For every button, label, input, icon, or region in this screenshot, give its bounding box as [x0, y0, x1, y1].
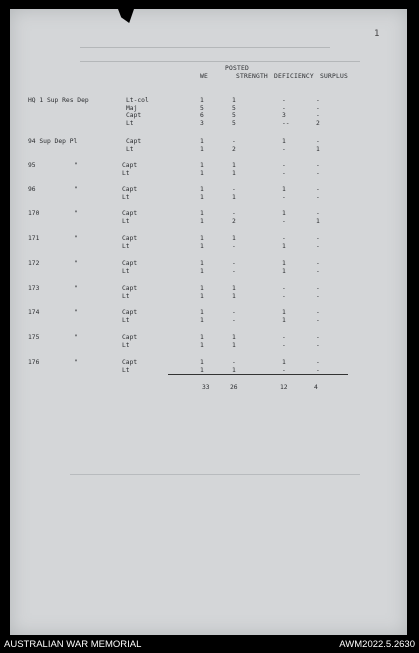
unit-name: 175 — [28, 334, 40, 341]
rank-cell: Capt — [122, 186, 138, 193]
we-cell: 1 — [200, 186, 204, 193]
rank-cell: Lt — [122, 316, 130, 324]
surplus-cell: - — [316, 242, 320, 250]
faded-bottom-line — [70, 474, 360, 475]
document-page — [10, 9, 407, 635]
strength-cell: - — [232, 242, 236, 250]
we-cell: 1 — [200, 366, 204, 374]
surplus-cell: - — [316, 235, 320, 242]
rank-cell: Lt — [122, 169, 130, 177]
we-cell: 1 — [200, 193, 204, 201]
strength-cell: 1 — [232, 285, 236, 292]
deficiency-cell: 1 — [282, 138, 286, 145]
rank-cell: Lt — [126, 119, 134, 127]
we-cell: 1 — [200, 210, 204, 217]
ditto-mark: " — [74, 186, 78, 193]
deficiency-cell: - — [282, 193, 286, 201]
strength-cell: 2 — [232, 217, 236, 225]
surplus-cell: - — [316, 193, 320, 201]
surplus-cell: - — [316, 138, 320, 145]
strength-cell: 1 — [232, 366, 236, 374]
rank-cell: Capt — [122, 260, 138, 267]
unit-name: 94 Sup Dep Pl — [28, 138, 78, 145]
unit-name: HQ 1 Sup Res Dep — [28, 97, 89, 104]
we-cell: 1 — [200, 267, 204, 275]
unit-name: 174 — [28, 309, 40, 316]
we-cell: 1 — [200, 285, 204, 292]
we-cell: 1 — [200, 97, 204, 104]
strength-cell: 5 — [232, 112, 236, 119]
deficiency-cell: 3 — [282, 112, 286, 119]
rank-cell: Capt — [122, 210, 138, 217]
rank-cell: Lt-col — [126, 97, 149, 104]
deficiency-cell: 1 — [282, 309, 286, 316]
rank-cell: Lt — [122, 267, 130, 275]
total-strength: 26 — [230, 384, 238, 391]
we-cell: 1 — [200, 341, 204, 349]
posted-header: POSTED — [225, 65, 249, 72]
we-header: WE — [200, 73, 208, 80]
surplus-cell: - — [316, 210, 320, 217]
deficiency-cell: - — [282, 235, 286, 242]
strength-cell: 1 — [232, 292, 236, 300]
rank-cell: Capt — [122, 285, 138, 292]
deficiency-cell: 1 — [282, 359, 286, 366]
rank-cell: Lt — [122, 242, 130, 250]
deficiency-cell: - — [282, 285, 286, 292]
we-cell: 1 — [200, 359, 204, 366]
deficiency-cell: - — [282, 334, 286, 341]
deficiency-cell: 1 — [282, 267, 286, 275]
we-cell: 1 — [200, 260, 204, 267]
surplus-cell: - — [316, 285, 320, 292]
rank-cell: Capt — [122, 309, 138, 316]
strength-cell: - — [232, 210, 236, 217]
total-deficiency: 12 — [280, 384, 288, 391]
unit-name: 96 — [28, 186, 36, 193]
surplus-cell: - — [316, 260, 320, 267]
strength-header: STRENGTH — [236, 73, 268, 80]
deficiency-cell: - — [282, 366, 286, 374]
deficiency-cell: 1 — [282, 210, 286, 217]
deficiency-cell: 1 — [282, 316, 286, 324]
deficiency-cell: - — [282, 292, 286, 300]
rank-cell: Lt — [122, 292, 130, 300]
deficiency-header: DEFICIENCY — [274, 73, 314, 80]
deficiency-cell: - — [282, 104, 286, 112]
ditto-mark: " — [74, 235, 78, 242]
we-cell: 1 — [200, 242, 204, 250]
we-cell: 1 — [200, 217, 204, 225]
surplus-cell: - — [316, 341, 320, 349]
deficiency-cell: - — [282, 341, 286, 349]
deficiency-cell: 1 — [282, 260, 286, 267]
we-cell: 1 — [200, 138, 204, 145]
strength-cell: - — [232, 260, 236, 267]
strength-cell: 1 — [232, 193, 236, 201]
rank-cell: Lt — [122, 193, 130, 201]
we-cell: 1 — [200, 334, 204, 341]
footer-right-id: AWM2022.5.2630 — [339, 639, 415, 650]
ditto-mark: " — [74, 210, 78, 217]
surplus-cell: - — [316, 162, 320, 169]
unit-name: 95 — [28, 162, 36, 169]
strength-cell: - — [232, 138, 236, 145]
rank-cell: Capt — [122, 359, 138, 366]
we-cell: 1 — [200, 235, 204, 242]
rank-cell: Lt — [122, 217, 130, 225]
surplus-cell: 2 — [316, 119, 320, 127]
strength-cell: - — [232, 267, 236, 275]
we-cell: 6 — [200, 112, 204, 119]
rank-cell: Maj — [126, 104, 138, 112]
surplus-cell: 1 — [316, 145, 320, 153]
surplus-cell: - — [316, 97, 320, 104]
deficiency-cell: -- — [282, 119, 290, 127]
ditto-mark: " — [74, 162, 78, 169]
strength-cell: - — [232, 359, 236, 366]
rank-cell: Capt — [126, 138, 142, 145]
we-cell: 5 — [200, 104, 204, 112]
surplus-cell: - — [316, 334, 320, 341]
ditto-mark: " — [74, 309, 78, 316]
deficiency-cell: 1 — [282, 242, 286, 250]
total-surplus: 4 — [314, 384, 318, 391]
strength-cell: 1 — [232, 97, 236, 104]
unit-name: 171 — [28, 235, 40, 242]
ditto-mark: " — [74, 260, 78, 267]
surplus-cell: - — [316, 359, 320, 366]
rank-cell: Capt — [122, 162, 138, 169]
faded-heading-line — [80, 47, 330, 48]
surplus-cell: - — [316, 309, 320, 316]
surplus-cell: - — [316, 112, 320, 119]
rank-cell: Capt — [122, 235, 138, 242]
strength-cell: 1 — [232, 341, 236, 349]
strength-cell: 5 — [232, 119, 236, 127]
we-cell: 1 — [200, 292, 204, 300]
strength-cell: - — [232, 186, 236, 193]
strength-cell: 2 — [232, 145, 236, 153]
unit-name: 173 — [28, 285, 40, 292]
rank-cell: Lt — [126, 145, 134, 153]
footer-left-credit: AUSTRALIAN WAR MEMORIAL — [4, 639, 142, 650]
ditto-mark: " — [74, 359, 78, 366]
strength-cell: 1 — [232, 169, 236, 177]
surplus-cell: 1 — [316, 217, 320, 225]
totals-rule — [168, 374, 348, 375]
we-cell: 1 — [200, 309, 204, 316]
unit-name: 170 — [28, 210, 40, 217]
we-cell: 1 — [200, 162, 204, 169]
surplus-cell: - — [316, 366, 320, 374]
total-we: 33 — [202, 384, 210, 391]
unit-name: 172 — [28, 260, 40, 267]
strength-cell: - — [232, 316, 236, 324]
surplus-cell: - — [316, 292, 320, 300]
rank-cell: Capt — [126, 112, 142, 119]
surplus-cell: - — [316, 186, 320, 193]
torn-corner — [118, 9, 134, 23]
deficiency-cell: - — [282, 217, 286, 225]
surplus-cell: - — [316, 169, 320, 177]
deficiency-cell: 1 — [282, 186, 286, 193]
strength-cell: - — [232, 309, 236, 316]
faded-heading-line — [80, 61, 360, 62]
deficiency-cell: - — [282, 162, 286, 169]
we-cell: 1 — [200, 316, 204, 324]
we-cell: 1 — [200, 145, 204, 153]
strength-cell: 5 — [232, 104, 236, 112]
surplus-cell: - — [316, 267, 320, 275]
surplus-header: SURPLUS — [320, 73, 348, 80]
surplus-cell: - — [316, 316, 320, 324]
rank-cell: Lt — [122, 366, 130, 374]
surplus-cell: - — [316, 104, 320, 112]
strength-cell: 1 — [232, 162, 236, 169]
rank-cell: Lt — [122, 341, 130, 349]
rank-cell: Capt — [122, 334, 138, 341]
strength-cell: 1 — [232, 334, 236, 341]
we-cell: 3 — [200, 119, 204, 127]
deficiency-cell: - — [282, 169, 286, 177]
we-cell: 1 — [200, 169, 204, 177]
page-number: 1 — [374, 29, 380, 39]
ditto-mark: " — [74, 285, 78, 292]
deficiency-cell: - — [282, 97, 286, 104]
ditto-mark: " — [74, 334, 78, 341]
unit-name: 176 — [28, 359, 40, 366]
deficiency-cell: - — [282, 145, 286, 153]
strength-cell: 1 — [232, 235, 236, 242]
